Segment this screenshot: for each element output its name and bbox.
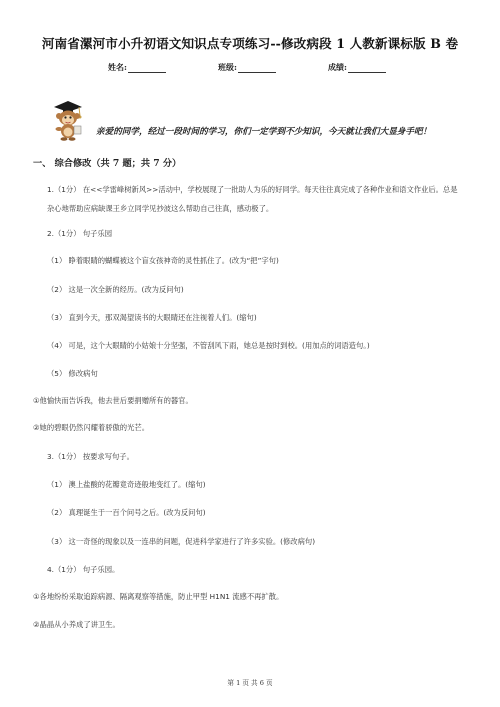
question-3: 3.（1分） 按要求写句子。 bbox=[47, 452, 134, 461]
question-2-item-5: （5） 修改病句 bbox=[47, 369, 98, 378]
question-2: 2.（1分） 句子乐园 bbox=[47, 229, 113, 238]
question-2-subitem-1: ①他愉快而告诉我，他去世后要捐赠所有的器官。 bbox=[33, 396, 193, 405]
class-blank bbox=[238, 63, 276, 73]
name-blank bbox=[128, 63, 166, 73]
question-4-subitem-1: ①各地纷纷采取追踪病源、隔离观察等措施，防止甲型 H1N1 流感不再扩散。 bbox=[33, 592, 284, 601]
question-4: 4.（1分） 句子乐园。 bbox=[47, 565, 120, 574]
question-2-item-4: （4） 可是，这个大眼睛的小姑娘十分坚强，不管刮风下雨，她总是按时到校。(用加点的词语造句。) bbox=[47, 341, 370, 350]
question-2-item-3: （3） 直到今天，那双渴望读书的大眼睛还在注视着人们。(缩句) bbox=[47, 313, 257, 322]
mascot-icon bbox=[46, 98, 86, 142]
page-footer: 第 1 页 共 6 页 bbox=[227, 679, 273, 687]
class-label: 班级: bbox=[218, 62, 237, 72]
class-field bbox=[218, 62, 276, 73]
question-2-item-2: （2） 这是一次全新的经历。(改为反问句) bbox=[47, 285, 184, 294]
question-3-item-1: （1） 澳上盐酸的花瓣竟奇迹般地变红了。(缩句) bbox=[47, 480, 206, 489]
question-2-item-1: （1） 睁着眼睛的蝴蝶被这个盲女孩神奇的灵性抓住了。(改为“把”字句) bbox=[47, 256, 279, 265]
question-1: 1.（1分） 在<<学雷峰树新风>>活动中，学校展现了一批助人为乐的好同学。每天往往真完成了各种作业和语文作业后。总是杂心地帮助应病缺课王乡立同学见抄波这么帮助自己往真，感动极了。 bbox=[47, 185, 458, 213]
score-field bbox=[328, 62, 386, 73]
name-label: 姓名: bbox=[108, 62, 127, 72]
question-3-item-3: （3） 这一奇怪的现象以及一连串的问题，促进科学家进行了许多实验。(修改病句) bbox=[47, 537, 316, 546]
section-heading: 一、 综合修改（共 7 题；共 7 分） bbox=[33, 158, 182, 169]
question-2-subitem-2: ②她的碧眼仍然闪耀着骄傲的光芒。 bbox=[33, 423, 149, 432]
greeting-text: 亲爱的同学，经过一段时间的学习，你们一定学到不少知识，今天就让我们大显身手吧！ bbox=[96, 127, 432, 137]
question-4-subitem-2: ②晶晶从小养成了讲卫生。 bbox=[33, 620, 120, 629]
score-label: 成绩: bbox=[328, 62, 347, 72]
name-field bbox=[108, 62, 166, 73]
score-blank bbox=[348, 63, 386, 73]
question-3-item-2: （2） 真理诞生于一百个问号之后。(改为反问句) bbox=[47, 508, 206, 517]
doc-title: 河南省漯河市小升初语文知识点专项练习--修改病段 1 人教新课标版 B 卷 bbox=[41, 36, 459, 51]
